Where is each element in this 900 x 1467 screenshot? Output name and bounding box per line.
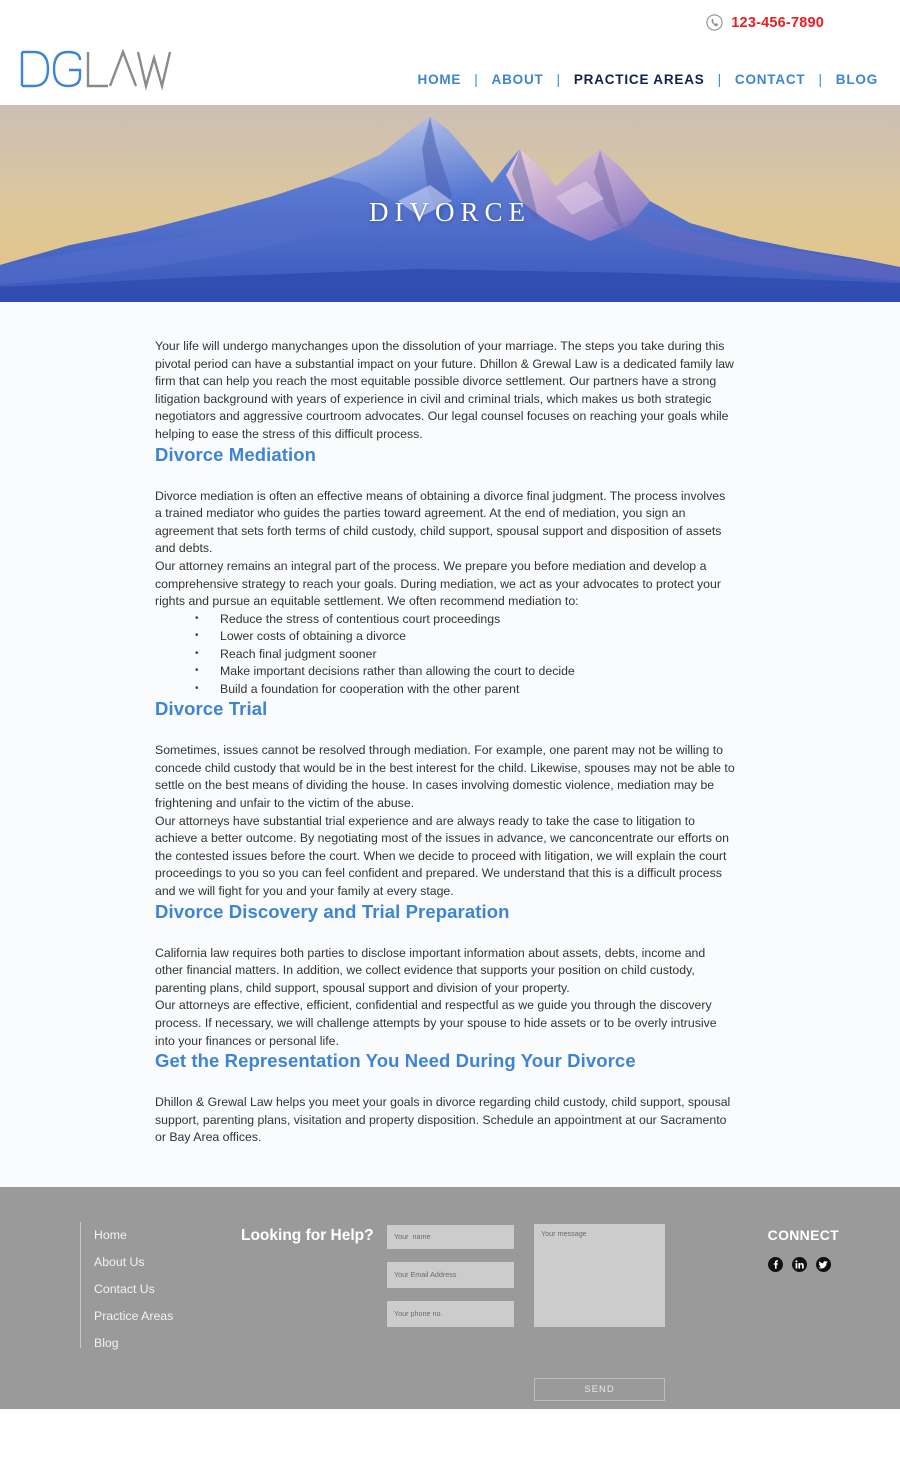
phone-contact[interactable] <box>706 14 824 31</box>
contact-form-fields <box>387 1225 514 1340</box>
section-heading-divorce-trial: Divorce Trial <box>155 698 268 720</box>
nav-separator: | <box>474 72 479 87</box>
list-item: • Reach final judgment sooner <box>155 646 735 663</box>
footer-navigation[interactable] <box>80 1222 173 1348</box>
facebook-icon[interactable] <box>768 1257 783 1272</box>
contact-form-title: Looking for Help? <box>241 1226 374 1244</box>
section-heading-get-representation: Get the Representation You Need During Your Divorce <box>155 1050 636 1072</box>
intro-paragraph: Your life will undergo manychanges upon the dissolution of your marriage. The steps you take during this pivotal period can have a substantial impact on your future. Dhillon & Grewal Law is a dedicated family law firm that can help you reach the most equitable possible divorce settlement. Our partners have a strong litigation background with years of experience in civil and criminal trials, which makes us both strategic negotiators and aggressive courtroom advocates. Our legal counsel focuses on reaching your goals while helping to ease the stress of this difficult process. <box>155 339 734 441</box>
list-item: • Reduce the stress of contentious court proceedings <box>155 611 735 628</box>
nav-separator: | <box>818 72 823 87</box>
nav-item-about[interactable]: ABOUT <box>491 72 544 87</box>
phone-number[interactable]: 123-456-7890 <box>731 14 824 31</box>
send-button[interactable]: SEND <box>534 1378 665 1401</box>
footer-link-about-us[interactable]: About Us <box>94 1254 145 1269</box>
list-item: • Lower costs of obtaining a divorce <box>155 628 735 645</box>
email-input[interactable] <box>387 1262 514 1288</box>
divorce-mediation-paragraph-1: Divorce mediation is often an effective means of obtaining a divorce final judgment. The process involves a trained mediator who guides the parties toward agreement. At the end of mediation, you sign an agreement that sets forth terms of child custody, child support, spousal support and disposition of assets and debts. <box>155 488 726 556</box>
twitter-icon[interactable] <box>816 1257 831 1272</box>
nav-item-home[interactable]: HOME <box>417 72 462 87</box>
connect-title: CONNECT <box>767 1226 839 1243</box>
connect-section <box>768 1227 839 1272</box>
get-representation-paragraph: Dhillon & Grewal Law helps you meet your goals in divorce regarding child custody, child support, spousal support, parenting plans, visitation and property disposition. Schedule an appointment at our Sacramento or Bay Area offices. <box>155 1095 731 1145</box>
social-links[interactable] <box>768 1257 839 1272</box>
message-textarea[interactable] <box>534 1224 665 1327</box>
list-item: • Make important decisions rather than allowing the court to decide <box>155 663 735 680</box>
nav-item-blog[interactable]: BLOG <box>835 72 878 87</box>
section-heading-divorce-mediation: Divorce Mediation <box>155 443 317 465</box>
name-input[interactable] <box>387 1225 514 1249</box>
nav-separator: | <box>717 72 722 87</box>
section-heading-divorce-discovery: Divorce Discovery and Trial Preparation <box>155 900 510 922</box>
site-header <box>0 0 900 105</box>
divorce-mediation-paragraph-2: Our attorney remains an integral part of the process. We prepare you before mediation and develop a comprehensive strategy to reach your goals. During mediation, we act as your advocates to protect your rights and pursue an equitable settlement. We often recommend mediation to: <box>155 558 721 609</box>
phone-input[interactable] <box>387 1301 514 1327</box>
linkedin-icon[interactable] <box>792 1257 807 1272</box>
footer-link-home[interactable]: Home <box>94 1227 127 1242</box>
mediation-benefits-list <box>155 611 735 698</box>
nav-separator: | <box>556 72 561 87</box>
footer-link-practice-areas[interactable]: Practice Areas <box>94 1308 174 1323</box>
phone-circle-icon <box>706 14 723 31</box>
footer-link-blog[interactable]: Blog <box>94 1335 119 1350</box>
hero-title: DIVORCE <box>369 197 531 227</box>
site-footer <box>0 1187 900 1409</box>
main-navigation[interactable] <box>418 72 878 87</box>
divorce-trial-paragraph-1: Sometimes, issues cannot be resolved through mediation. For example, one parent may not be willing to concede child custody that would be in the best interest for the child. Likewise, spouses may not be able to settle on the best means of dividing the house. In cases involving domestic violence, mediation may be frightening and unfair to the victim of the abuse. <box>155 743 735 810</box>
footer-link-contact-us[interactable]: Contact Us <box>94 1281 155 1296</box>
divorce-discovery-paragraph-1: California law requires both parties to disclose important information about assets, debts, income and other financial matters. In addition, we collect evidence that supports your position on child custody, parenting plans, child support, spousal support and division of your property. <box>155 945 706 995</box>
site-logo[interactable] <box>18 48 178 92</box>
divorce-trial-paragraph-2: Our attorneys have substantial trial experience and are always ready to take the case to litigation to achieve a better outcome. By negotiating most of the issues in advance, we canconcentrate our efforts on the contested issues before the court. When we decide to proceed with litigation, we will explain the court proceedings to you so you can feel confident and prepared. We understand that this is a difficult process and we will fight for you and your family at every stage. <box>155 813 729 898</box>
divorce-discovery-paragraph-2: Our attorneys are effective, efficient, confidential and respectful as we guide you through the discovery process. If necessary, we will challenge attempts by your spouse to hide assets or to be overly intrusive into your finances or personal life. <box>155 998 717 1048</box>
nav-item-practice-areas[interactable]: PRACTICE AREAS <box>573 72 705 87</box>
nav-item-contact[interactable]: CONTACT <box>734 72 806 87</box>
content-column <box>155 338 735 1147</box>
hero-banner <box>0 105 900 302</box>
main-content <box>0 302 900 1187</box>
list-item: • Build a foundation for cooperation with the other parent <box>155 681 735 698</box>
